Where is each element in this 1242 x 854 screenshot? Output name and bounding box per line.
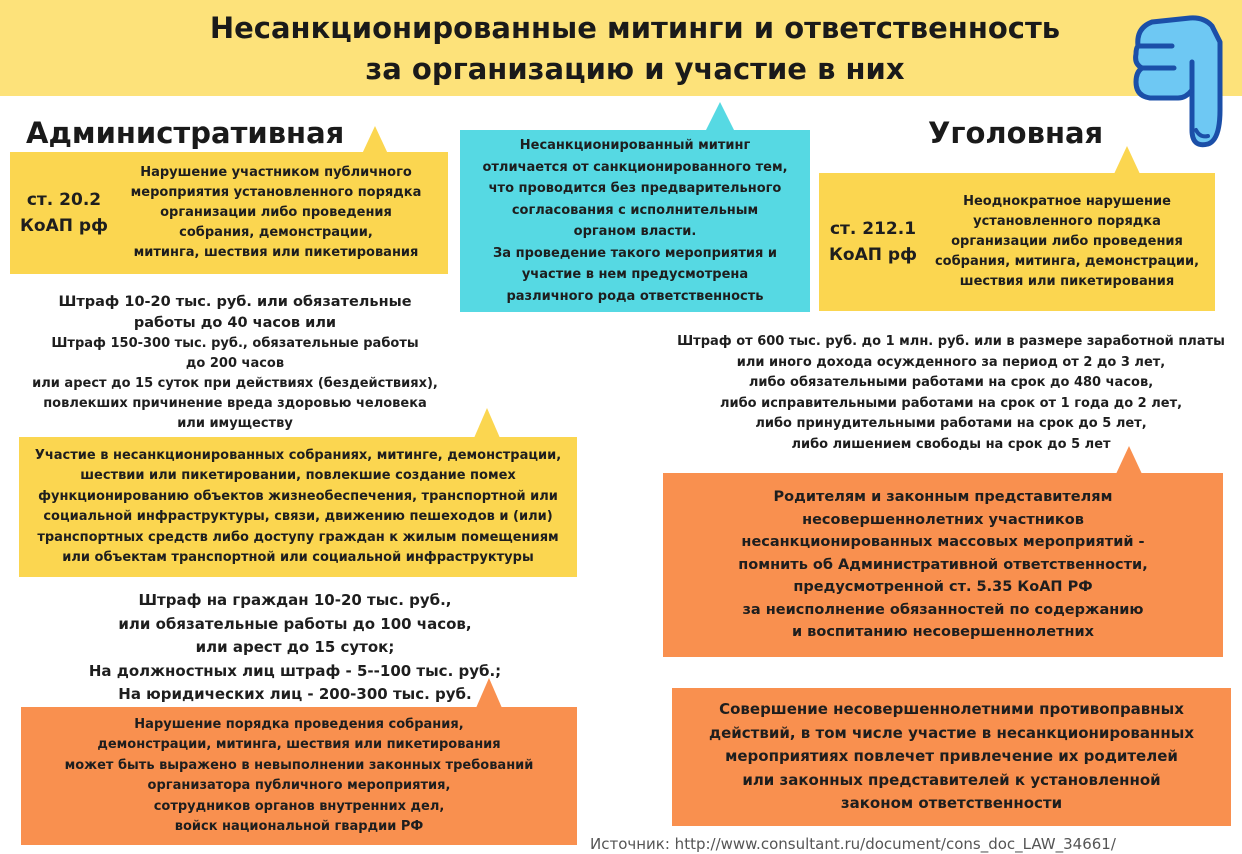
criminal-article-number: ст. 212.1 КоАП рф (829, 219, 917, 265)
participation-box (19, 437, 577, 577)
pointing-hand-icon (1128, 2, 1238, 152)
callout-pointer (362, 126, 388, 154)
callout-pointer (706, 102, 734, 130)
callout-pointer (1114, 146, 1140, 174)
admin-article-box (10, 152, 448, 274)
criminal-article-box (819, 173, 1215, 311)
definition-box (460, 130, 810, 312)
callout-pointer (476, 678, 502, 708)
admin-article-number: ст. 20.2 КоАП рф (20, 190, 108, 236)
admin-article-text: Нарушение участником публичного мероприятия установленного порядка организации либо проведения собрания, демонстрации, митинга, шествия или пикетирования (130, 165, 422, 260)
source-link[interactable]: Источник: http://www.consultant.ru/document/cons_doc_LAW_34661/ (590, 835, 1116, 853)
violation-text: Нарушение порядка проведения собрания, демонстрации, митинга, шествия или пикетирования может быть выражено в невыполнении законных требований организатора публичного мероприятия, сотрудников органов внутренних дел, войск национальной гвардии РФ (64, 716, 534, 834)
minors-text: Совершение несовершеннолетними противоправных действий, в том числе участие в несанкционированных мероприятиях повлечет привлечение их родителей или законных представителей к установленной законом ответственности (708, 700, 1195, 813)
callout-pointer (1116, 446, 1142, 474)
admin-penalty-3: Штраф на граждан 10-20 тыс. руб., или обязательные работы до 100 часов, или арест до 15 суток; На должностных лиц штраф - 5--100 тыс. руб.; На юридических лиц - 200-300 тыс. руб. (88, 591, 502, 703)
admin-penalty-2: Штраф 150-300 тыс. руб., обязательные работы до 200 часов или арест до 15 суток при действиях (бездействиях), повлекших причинение вреда здоровью человека или имуществу (32, 336, 438, 431)
criminal-title: Уголовная (928, 116, 1104, 150)
definition-text: Несанкционированный митинг отличается от санкционированного тем, что проводится без предварительного согласования с исполнительным органом власти. За проведение такого мероприятия и участие в нем предусмотрена различного рода ответственность (482, 138, 788, 304)
admin-penalty-1: Штраф 10-20 тыс. руб. или обязательные работы до 40 часов или (58, 294, 412, 331)
callout-pointer (474, 408, 500, 438)
page-title: Несанкционированные митинги и ответственность за организацию и участие в них (209, 11, 1061, 86)
criminal-penalty: Штраф от 600 тыс. руб. до 1 млн. руб. или в размере заработной платы или иного дохода осужденного за период от 2 до 3 лет, либо обязательными работами на срок до 480 часов, либо исправительными работами на срок от 1 года до 2 лет, либо принудительными работами на срок до 5 лет, либо лишением свободы на срок до 5 лет (677, 334, 1225, 452)
parents-text: Родителям и законным представителям несовершеннолетних участников несанкционированных массовых мероприятий - помнить об Административной ответственности, предусмотренной ст. 5.35 КоАП РФ за неисполнение обязанностей по содержанию и воспитанию несовершеннолетних (738, 489, 1148, 641)
criminal-article-text: Неоднократное нарушение установленного порядка организации либо проведения собрания, митинга, демонстрации, шествия или пикетирования (934, 194, 1200, 289)
parents-box (663, 473, 1223, 657)
administrative-title: Административная (26, 116, 345, 150)
minors-box (672, 688, 1231, 826)
violation-box (21, 707, 577, 845)
participation-text: Участие в несанкционированных собраниях, митинге, демонстрации, шествии или пикетировании, повлекшие создание помех функционированию объектов жизнеобеспечения, транспортной или социальной инфраструктуры, связи, движению пешеходов и (или) транспортных средств либо доступу граждан к жилым помещениям или объектам транспортной или социальной инфраструктуры (34, 447, 562, 565)
